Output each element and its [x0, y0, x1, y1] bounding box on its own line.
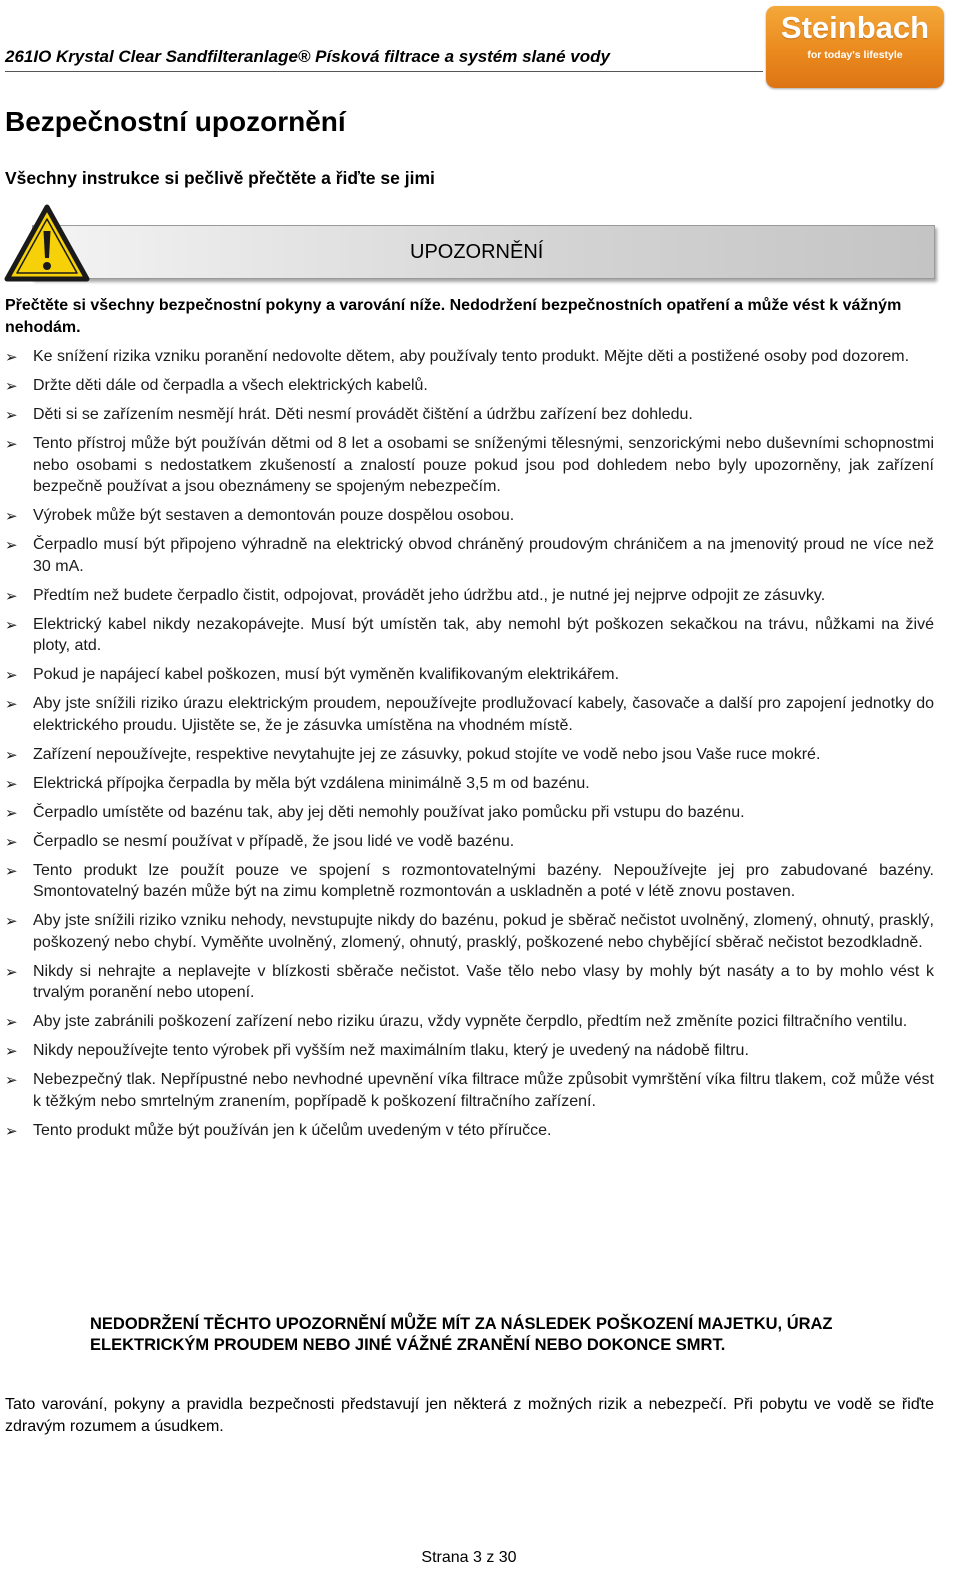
logo-tagline: for today's lifestyle	[807, 49, 903, 61]
closing-paragraph: Tato varování, pokyny a pravidla bezpečnosti představují jen některá z možných rizik a nebezpečí. Při pobytu ve vodě se řiďte zdravým rozumem a úsudkem.	[5, 1396, 934, 1435]
list-item	[5, 1069, 934, 1112]
bullet-arrow-icon: ➢	[5, 407, 18, 424]
list-item-text: Nikdy si nehrajte a neplavejte v blízkosti sběrače nečistot. Vaše tělo nebo vlasy by mohly být nasáty a to by mohlo vést k trvalým poranění nebo utopení.	[33, 962, 934, 1001]
logo-name: Steinbach	[780, 10, 930, 45]
list-item	[5, 404, 934, 426]
list-item-text: Tento přístroj může být používán dětmi od 8 let a osobami se sníženými tělesnými, senzorickými nebo duševními schopnostmi nebo osobami s nedostatkem zkušeností a znalostí pouze pokud jsou pod dohledem nebo byly upozorněny, jak zařízení bezpečně používat a jsou obeznámeny se spojeným nebezpečím.	[33, 435, 934, 495]
list-item-text: Čerpadlo musí být připojeno výhradně na elektrický obvod chráněný proudovým chráničem a na jmenovitý proud ne více než 30 mA.	[33, 536, 934, 575]
list-item	[5, 831, 934, 853]
section-subtitle: Všechny instrukce si pečlivě přečtěte a řiďte se jimi	[5, 168, 435, 188]
list-item-text: Děti si se zařízením nesmějí hrát. Děti nesmí provádět čištění a údržbu zařízení bez dohledu.	[33, 406, 693, 423]
bullet-arrow-icon: ➢	[5, 775, 18, 793]
final-warning-notice: NEDODRŽENÍ TĚCHTO UPOZORNĚNÍ MŮŽE MÍT ZA NÁSLEDEK POŠKOZENÍ MAJETKU, ÚRAZ ELEKTRICKÝM PROUDEM NEBO JINÉ VÁŽNÉ ZRANĚNÍ NEBO DOKONCE SMRT.	[90, 1315, 833, 1354]
bullet-arrow-icon: ➢	[5, 349, 18, 366]
list-item	[5, 614, 934, 657]
list-item	[5, 664, 934, 686]
bullet-arrow-icon: ➢	[5, 913, 18, 930]
list-item-text: Nikdy nepoužívejte tento výrobek při vyšším než maximálním tlaku, který je uvedený na nádobě filtru.	[33, 1042, 749, 1059]
list-item	[5, 773, 934, 795]
section-title: Bezpečnostní upozornění	[5, 106, 346, 137]
list-item	[5, 433, 934, 498]
list-item	[5, 1120, 934, 1142]
list-item-text: Tento produkt lze použít pouze ve spojení s rozmontovatelnými bazény. Nepoužívejte jej pro zabudované bazény. Smontovatelný bazén může být na zimu kompletně rozmontován a uskladněn a poté v létě znovu postaven.	[33, 861, 934, 900]
list-item-text: Držte děti dále od čerpadla a všech elektrických kabelů.	[33, 377, 428, 394]
list-item	[5, 1011, 934, 1033]
list-item-text: Předtím než budete čerpadlo čistit, odpojovat, provádět jeho údržbu atd., je nutné jej nejprve odpojit ze zásuvky.	[33, 586, 826, 604]
list-item	[5, 693, 934, 736]
list-item-text: Nebezpečný tlak. Nepřípustné nebo nevhodné upevnění víka filtrace může způsobit vymrštění víka filtru tlakem, což může vést k těžkým nebo smrtelným zranením, popřípadě k poškození filtračního zařízení.	[33, 1071, 934, 1110]
list-item	[5, 860, 934, 903]
bullet-arrow-icon: ➢	[5, 378, 18, 395]
bullet-arrow-icon: ➢	[5, 667, 18, 684]
bullet-arrow-icon: ➢	[5, 862, 18, 880]
warning-intro: Přečtěte si všechny bezpečnostní pokyny a varování níže. Nedodržení bezpečnostních opatření a může vést k vážným nehodám.	[5, 297, 902, 336]
list-item-text: Aby jste snížili riziko úrazu elektrickým proudem, nepoužívejte prodlužovací kabely, časovače a další pro zapojení jednotky do elektrického proudu. Ujistěte se, že je zásuvka umístěna na vhodném místě.	[33, 695, 934, 734]
bullet-arrow-icon: ➢	[5, 963, 18, 981]
bullet-arrow-icon: ➢	[5, 1043, 18, 1060]
bullet-arrow-icon: ➢	[5, 1122, 18, 1140]
list-item	[5, 534, 934, 577]
safety-instructions-list	[5, 346, 934, 1149]
list-item	[5, 1040, 934, 1062]
list-item-text: Tento produkt může být používán jen k účelům uvedeným v této příručce.	[33, 1121, 552, 1139]
list-item	[5, 585, 934, 607]
page-number: Strana 3 z 30	[421, 1549, 517, 1566]
list-item-text: Čerpadlo umístěte od bazénu tak, aby jej děti nemohly používat jako pomůcku při vstupu do bazénu.	[33, 803, 745, 821]
bullet-arrow-icon: ➢	[5, 1072, 18, 1089]
list-item	[5, 802, 934, 824]
list-item	[5, 961, 934, 1004]
bullet-arrow-icon: ➢	[5, 696, 18, 713]
list-item	[5, 375, 934, 397]
list-item	[5, 346, 934, 368]
bullet-arrow-icon: ➢	[5, 804, 18, 822]
list-item-text: Výrobek může být sestaven a demontován pouze dospělou osobou.	[33, 507, 515, 524]
list-item-text: Aby jste zabránili poškození zařízení nebo riziku úrazu, vždy vypněte čerpdlo, předtím než změníte pozici filtračního ventilu.	[33, 1013, 908, 1030]
list-item	[5, 744, 934, 766]
list-item	[5, 505, 934, 527]
list-item-text: Zařízení nepoužívejte, respektive nevytahujte jej ze zásuvky, pokud stojíte ve vodě nebo jsou Vaše ruce mokré.	[33, 745, 821, 763]
warning-label: UPOZORNĚNÍ	[410, 241, 544, 263]
bullet-arrow-icon: ➢	[5, 508, 18, 525]
list-item-text: Ke snížení rizika vzniku poranění nedovolte dětem, aby používaly tento produkt. Mějte děti a postižené osoby pod dozorem.	[33, 348, 910, 365]
list-item-text: Aby jste snížili riziko vzniku nehody, nevstupujte nikdy do bazénu, pokud je sběrač nečistot uvolněný, zlomený, ohnutý, prasklý, poškozený nebo chybí. Vyměňte uvolněný, zlomený, ohnutý, prasklý, poškozené nebo chybějící sběrač nečistot bezodkladně.	[33, 912, 934, 951]
bullet-arrow-icon: ➢	[5, 436, 18, 453]
brand-logo	[766, 6, 944, 88]
bullet-arrow-icon: ➢	[5, 537, 18, 554]
list-item-text: Pokud je napájecí kabel poškozen, musí být vyměněn kvalifikovaným elektrikářem.	[33, 666, 620, 683]
bullet-arrow-icon: ➢	[5, 833, 18, 851]
list-item-text: Čerpadlo se nesmí používat v případě, že jsou lidé ve vodě bazénu.	[33, 832, 515, 850]
bullet-arrow-icon: ➢	[5, 616, 18, 634]
header-divider	[5, 71, 763, 72]
bullet-arrow-icon: ➢	[5, 587, 18, 605]
list-item	[5, 910, 934, 953]
list-item-text: Elektrická přípojka čerpadla by měla být vzdálena minimálně 3,5 m od bazénu.	[33, 774, 590, 792]
bullet-arrow-icon: ➢	[5, 746, 18, 764]
list-item-text: Elektrický kabel nikdy nezakopávejte. Musí být umístěn tak, aby nemohl být poškozen sekačkou na trávu, nůžkami na živé ploty, atd.	[33, 615, 934, 654]
document-header-title: 261IO Krystal Clear Sandfilteranlage® Písková filtrace a systém slané vody	[5, 47, 610, 66]
bullet-arrow-icon: ➢	[5, 1014, 18, 1031]
warning-triangle-icon	[3, 203, 91, 283]
